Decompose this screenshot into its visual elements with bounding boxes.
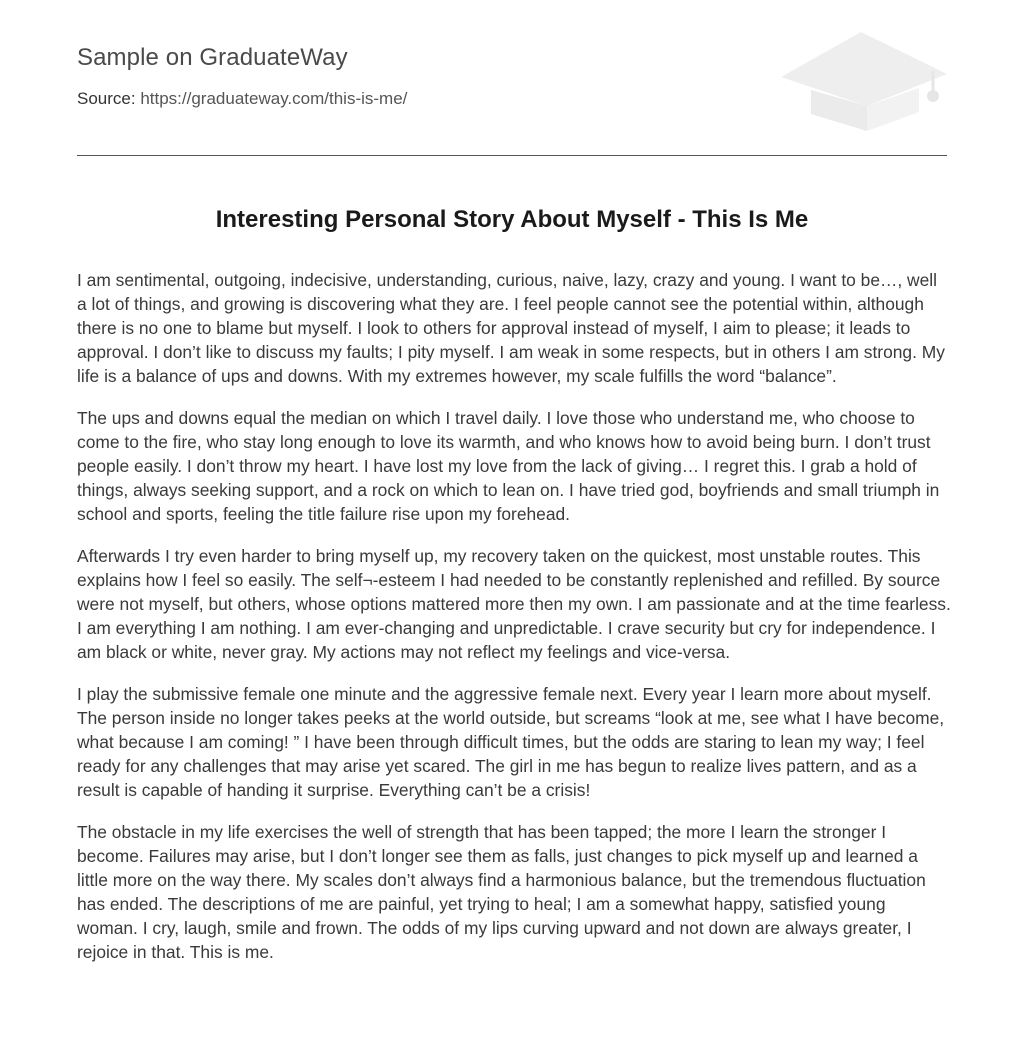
page-header	[77, 0, 947, 156]
essay-paragraph: The obstacle in my life exercises the well of strength that has been tapped; the more I learn the stronger I become. Failures may arise, but I don’t longer see them as falls, just changes to pick myself up and learned a little more on the way there. My scales don’t always find a harmonious balance, but the tremendous fluctuation has ended. The descriptions of me are painful, yet trying to heal; I am a somewhat happy, satisfied young woman. I cry, laugh, smile and frown. The odds of my lips curving upward and not down are always greater, I rejoice in that. This is me.	[77, 822, 926, 962]
graduation-cap-icon	[781, 30, 947, 134]
essay-body	[77, 268, 951, 982]
essay-title: Interesting Personal Story About Myself - This Is Me	[215, 206, 809, 233]
site-title: Sample on GraduateWay	[77, 44, 348, 71]
essay-paragraph: Afterwards I try even harder to bring myself up, my recovery taken on the quickest, most unstable routes. This explains how I feel so easily. The self¬-esteem I had needed to be constantly replenished and refilled. By source were not myself, but others, whose options mattered more then my own. I am passionate and at the time fearless. I am everything I am nothing. I am ever-changing and unpredictable. I crave security but cry for independence. I am black or white, never gray. My actions may not reflect my feelings and vice-versa.	[77, 546, 951, 662]
source-label: Source:	[77, 89, 136, 108]
source-link[interactable]: https://graduateway.com/this-is-me/	[140, 89, 408, 108]
essay-paragraph: I play the submissive female one minute and the aggressive female next. Every year I learn more about myself. The person inside no longer takes peeks at the world outside, but screams “look at me, see what I have become, what because I am coming! ” I have been through difficult times, but the odds are staring to lean my way; I feel ready for any challenges that may arise yet scared. The girl in me has begun to realize lives pattern, and as a result is capable of handing it surprise. Everything can’t be a crisis!	[77, 684, 945, 800]
source-line	[77, 89, 407, 109]
header-divider	[77, 155, 947, 156]
essay-paragraph: I am sentimental, outgoing, indecisive, understanding, curious, naive, lazy, crazy and young. I want to be…, well a lot of things, and growing is discovering what they are. I feel people cannot see the potential within, although there is no one to blame but myself. I look to others for approval instead of myself, I aim to please; it leads to approval. I don’t like to discuss my faults; I pity myself. I am weak in some respects, but in others I am strong. My life is a balance of ups and downs. With my extremes however, my scale fulfills the word “balance”.	[77, 270, 945, 386]
essay-paragraph: The ups and downs equal the median on which I travel daily. I love those who understand me, who choose to come to the fire, who stay long enough to love its warmth, and who knows how to avoid being burn. I don’t trust people easily. I don’t throw my heart. I have lost my love from the lack of giving… I regret this. I grab a hold of things, always seeking support, and a rock on which to lean on. I have tried god, boyfriends and small triumph in school and sports, feeling the title failure rise upon my forehead.	[77, 408, 940, 524]
